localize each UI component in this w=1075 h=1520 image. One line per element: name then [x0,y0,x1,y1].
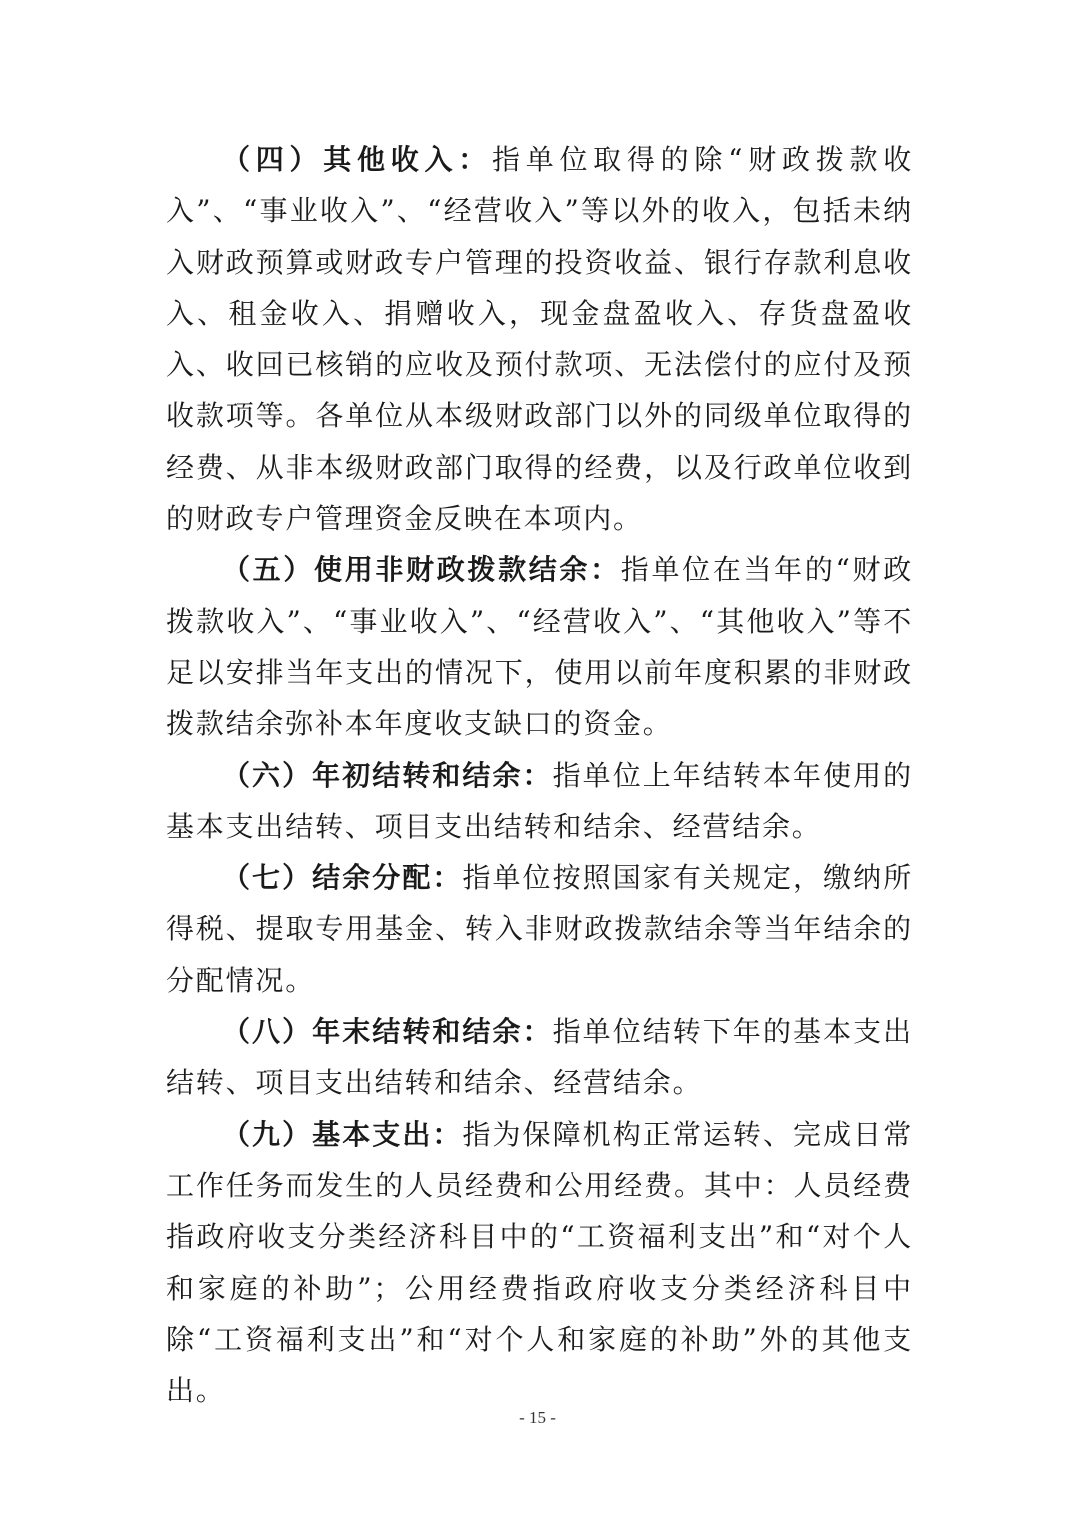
section-closing-carryover [166,1006,913,1109]
section-non-fiscal-balance-use [166,544,913,749]
section-term: （六）年初结转和结余： [222,758,553,792]
section-text: 指单位在当年的“财政拨款收入”、“事业收入”、“经营收入”、“其他收入”等不足以安排当年支出的情况下，使用以前年度积累的非财政拨款结余弥补本年度收支缺口的资金。 [166,553,913,741]
section-surplus-distribution [166,852,913,1006]
section-opening-carryover [166,750,913,853]
section-text: 指单位按照国家有关规定，缴纳所得税、提取专用基金、转入非财政拨款结余等当年结余的分配情况。 [166,861,913,997]
section-text: 指单位上年结转本年使用的基本支出结转、项目支出结转和结余、经营结余。 [166,758,913,843]
section-text: 指为保障机构正常运转、完成日常工作任务而发生的人员经费和公用经费。其中：人员经费指政府收支分类经济科目中的“工资福利支出”和“对个人和家庭的补助”；公用经费指政府收支分类经济科目中除“工资福利支出”和“对个人和家庭的补助”外的其他支出。 [166,1117,913,1408]
section-term: （八）年末结转和结余： [222,1015,553,1049]
section-term: （九）基本支出： [222,1117,463,1151]
page-number: - 15 - [519,1408,556,1427]
section-basic-expenditure [166,1109,913,1417]
document-body [166,134,913,1416]
section-text: 指单位取得的除“财政拨款收入”、“事业收入”、“经营收入”等以外的收入，包括未纳入财政预算或财政专户管理的投资收益、银行存款利息收入、租金收入、捐赠收入，现金盘盈收入、存货盘盈收入、收回已核销的应收及预付款项、无法偿付的应付及预收款项等。各单位从本级财政部门以外的同级单位取得的经费、从非本级财政部门取得的经费，以及行政单位收到的财政专户管理资金反映在本项内。 [166,143,913,536]
section-term: （五）使用非财政拨款结余： [222,553,621,587]
section-term: （七）结余分配： [222,861,463,895]
section-term: （四）其他收入： [222,143,492,176]
section-text: 指单位结转下年的基本支出结转、项目支出结转和结余、经营结余。 [166,1015,913,1100]
section-other-income [166,134,913,544]
